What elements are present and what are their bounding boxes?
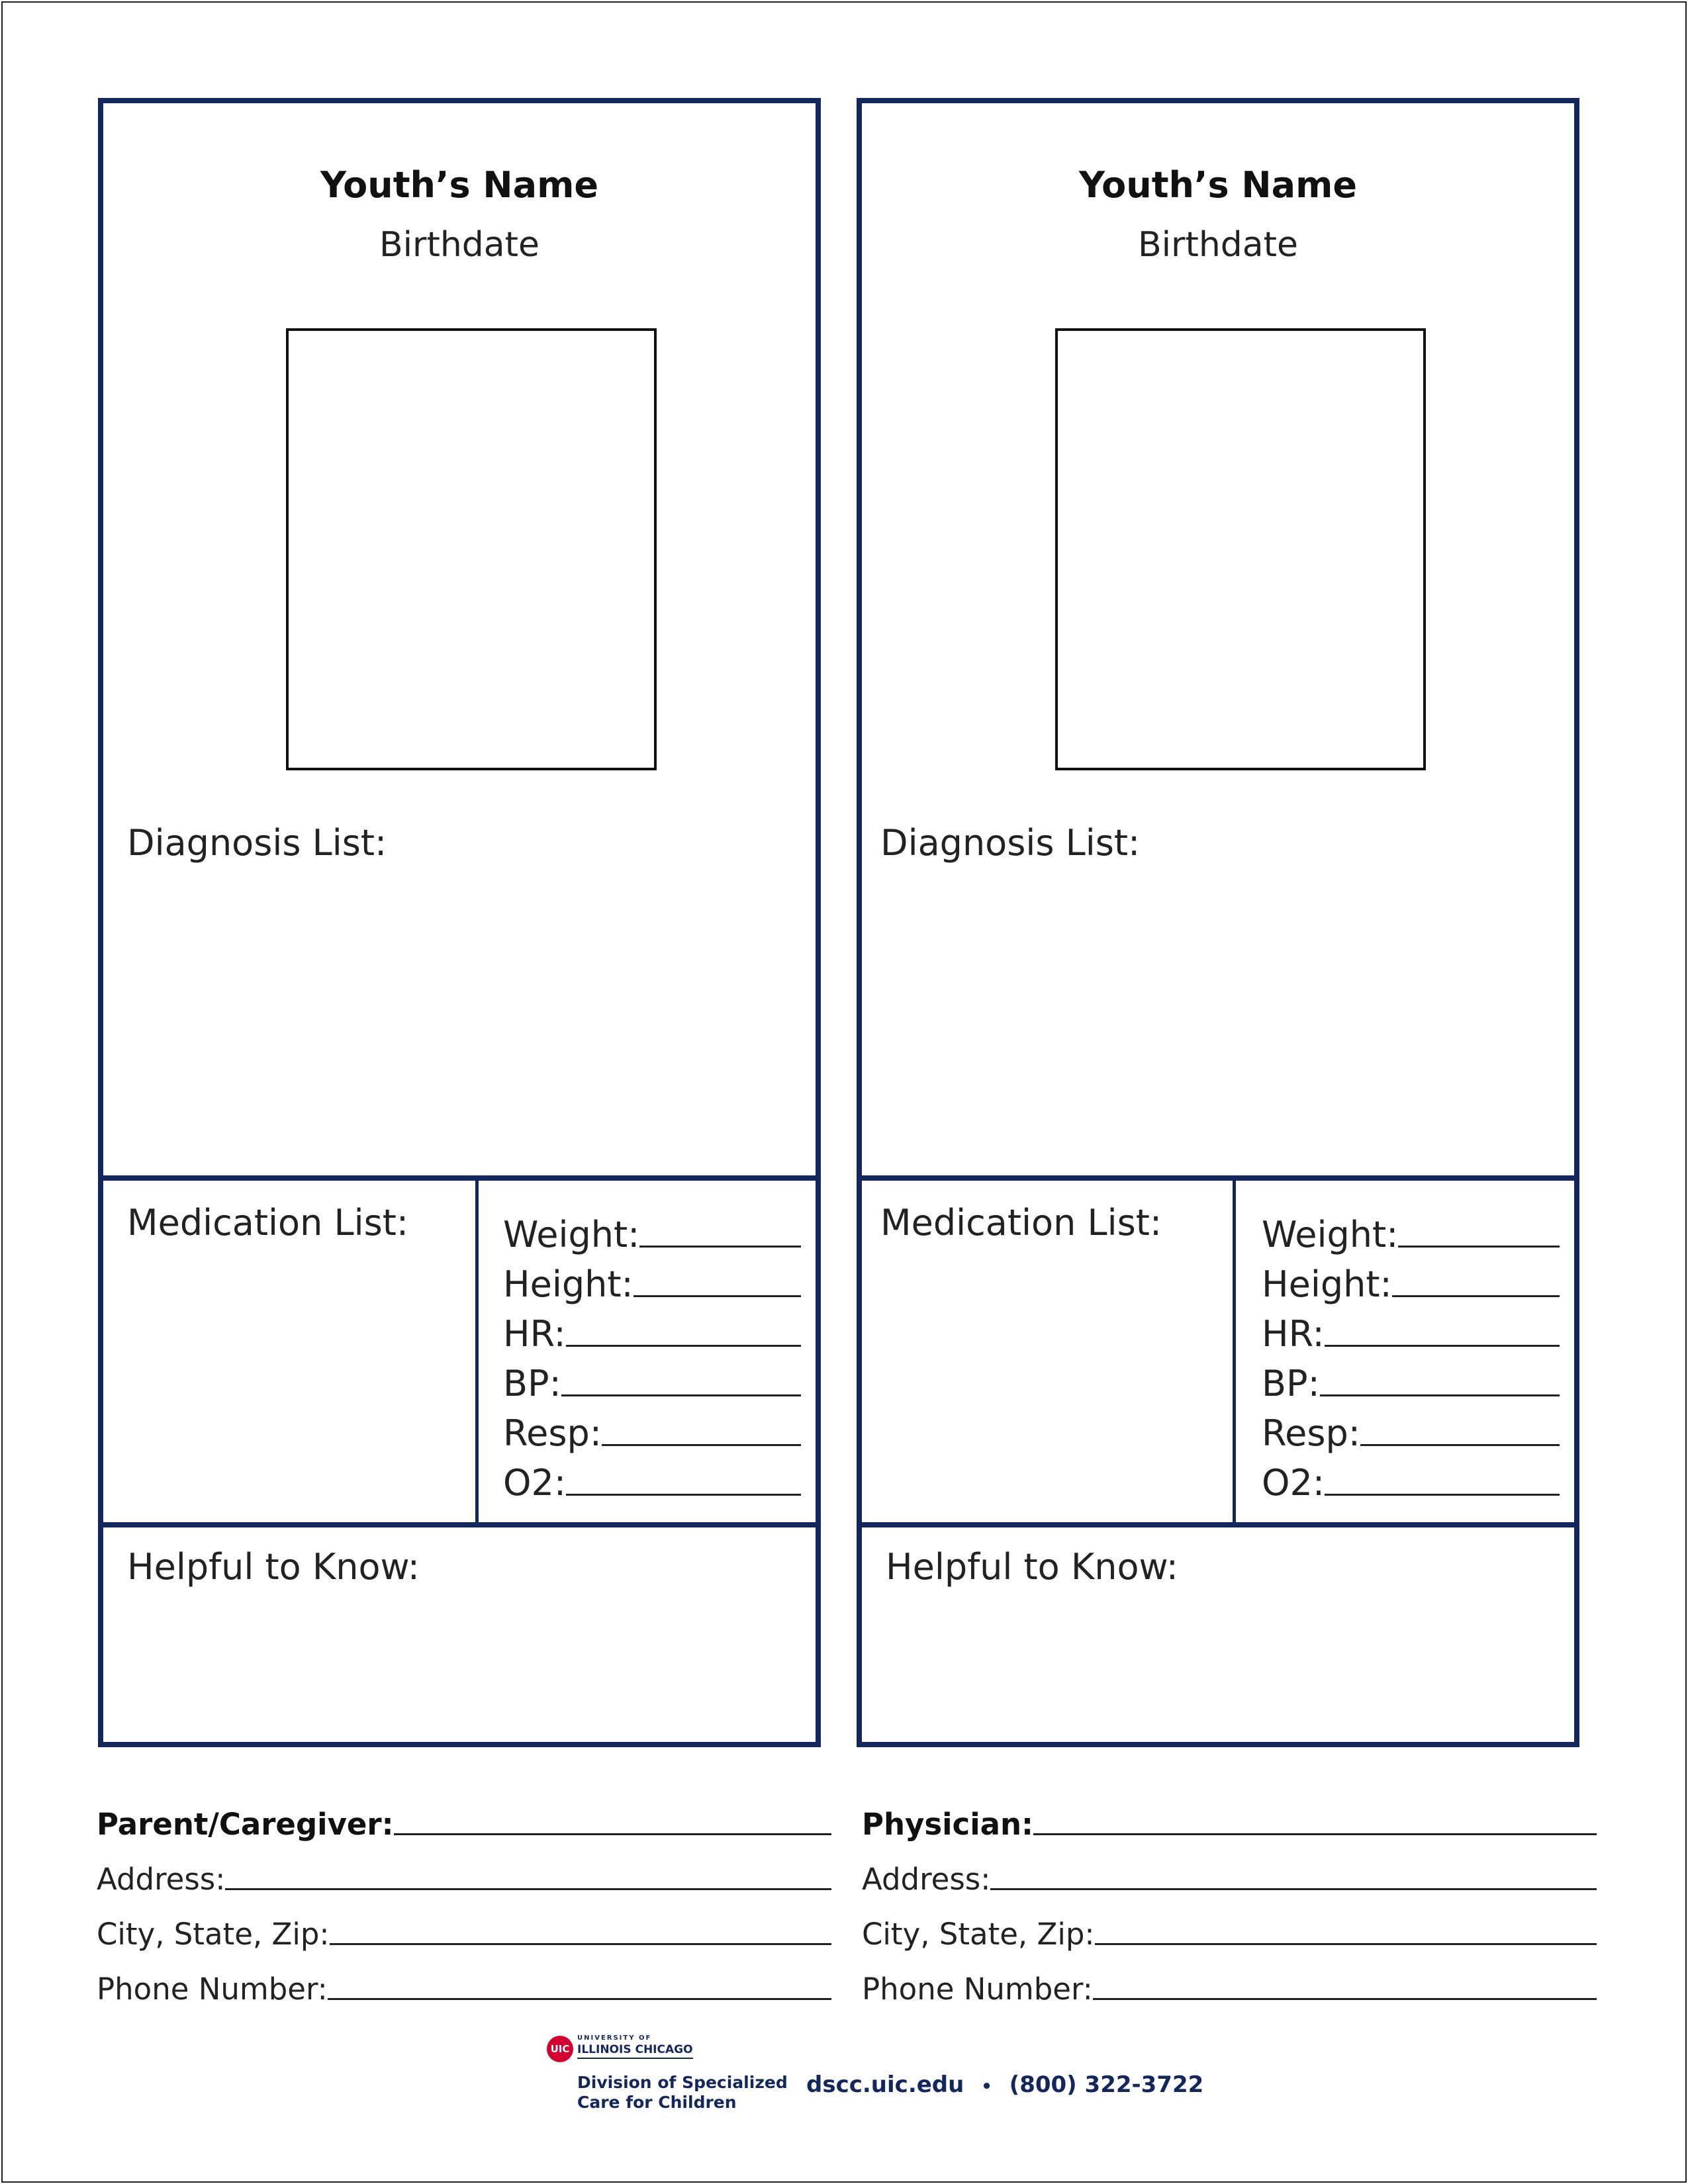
- vital-weight[interactable]: [503, 1206, 801, 1255]
- field-label: Address:: [862, 1862, 991, 1897]
- youth-name: Youth’s Name: [1079, 164, 1357, 206]
- city-state-zip-field[interactable]: [97, 1897, 831, 1952]
- field-label: Physician:: [862, 1807, 1034, 1842]
- fill-line: [1360, 1443, 1560, 1446]
- vital-label: Resp:: [503, 1412, 602, 1454]
- divider: [103, 1522, 816, 1527]
- divider: [1233, 1181, 1236, 1522]
- vitals-section: [1262, 1206, 1560, 1504]
- fill-line: [1095, 1942, 1597, 1945]
- divider: [475, 1181, 479, 1522]
- vital-o2[interactable]: [503, 1454, 801, 1504]
- vital-bp[interactable]: [1262, 1355, 1560, 1404]
- fill-line: [602, 1443, 801, 1446]
- vital-label: BP:: [1262, 1363, 1320, 1404]
- fill-line: [328, 1997, 831, 2000]
- vital-hr[interactable]: [1262, 1305, 1560, 1355]
- vital-label: O2:: [1262, 1462, 1325, 1504]
- fill-line: [639, 1245, 801, 1248]
- youth-card-right: [857, 98, 1579, 1747]
- fill-line: [566, 1344, 801, 1347]
- website-link[interactable]: dscc.uic.edu: [806, 2071, 964, 2098]
- fill-line: [330, 1942, 831, 1945]
- vital-hr[interactable]: [503, 1305, 801, 1355]
- field-label: City, State, Zip:: [862, 1917, 1095, 1952]
- fill-line: [633, 1295, 801, 1297]
- birthdate: Birthdate: [379, 225, 540, 265]
- fill-line: [1398, 1245, 1560, 1248]
- physician-field[interactable]: [862, 1787, 1597, 1842]
- fill-line: [225, 1888, 831, 1890]
- birthdate: Birthdate: [1137, 225, 1299, 265]
- medication-list-label: Medication List:: [880, 1202, 1162, 1244]
- divider: [862, 1175, 1574, 1181]
- vital-resp[interactable]: [503, 1404, 801, 1454]
- address-field[interactable]: [97, 1842, 831, 1897]
- youth-card-left: [98, 98, 821, 1747]
- uic-logo: [547, 2030, 788, 2112]
- vital-label: Weight:: [503, 1214, 640, 1255]
- phone-number-field[interactable]: [862, 1952, 1597, 2007]
- photo-box[interactable]: [1055, 328, 1426, 770]
- vital-bp[interactable]: [503, 1355, 801, 1404]
- vitals-section: [503, 1206, 801, 1504]
- fill-line: [1320, 1394, 1560, 1396]
- footer-contact: [806, 2071, 1203, 2098]
- vital-resp[interactable]: [1262, 1404, 1560, 1454]
- photo-box[interactable]: [286, 328, 657, 770]
- institution-name: ILLINOIS CHICAGO: [577, 2043, 693, 2059]
- divider: [103, 1175, 816, 1181]
- diagnosis-list-label: Diagnosis List:: [880, 822, 1141, 864]
- field-label: City, State, Zip:: [97, 1917, 330, 1952]
- parent-caregiver-section: [97, 1787, 831, 2007]
- fill-line: [1093, 1997, 1597, 2000]
- division-name: Division of Specialized Care for Children: [577, 2073, 788, 2112]
- city-state-zip-field[interactable]: [862, 1897, 1597, 1952]
- fill-line: [990, 1888, 1597, 1890]
- divider: [862, 1522, 1574, 1527]
- vital-o2[interactable]: [1262, 1454, 1560, 1504]
- parent-caregiver-field[interactable]: [97, 1787, 831, 1842]
- field-label: Address:: [97, 1862, 226, 1897]
- physician-section: [862, 1787, 1597, 2007]
- university-of-text: UNIVERSITY OF: [577, 2034, 652, 2042]
- field-label: Phone Number:: [97, 1972, 328, 2007]
- fill-line: [561, 1394, 801, 1396]
- youth-name: Youth’s Name: [320, 164, 598, 206]
- vital-label: Height:: [503, 1263, 633, 1305]
- fill-line: [1325, 1493, 1560, 1496]
- vital-height[interactable]: [503, 1255, 801, 1305]
- field-label: Phone Number:: [862, 1972, 1093, 2007]
- phone-number-field[interactable]: [97, 1952, 831, 2007]
- fill-line: [1325, 1344, 1560, 1347]
- vital-label: HR:: [1262, 1313, 1325, 1355]
- field-label: Parent/Caregiver:: [97, 1807, 394, 1842]
- fill-line: [394, 1833, 831, 1835]
- fill-line: [566, 1493, 801, 1496]
- vital-height[interactable]: [1262, 1255, 1560, 1305]
- bullet-separator: •: [981, 2077, 992, 2097]
- address-field[interactable]: [862, 1842, 1597, 1897]
- fill-line: [1033, 1833, 1597, 1835]
- phone-number: (800) 322-3722: [1009, 2071, 1204, 2098]
- uic-badge-icon: UIC: [547, 2036, 573, 2062]
- vital-label: Resp:: [1262, 1412, 1360, 1454]
- fill-line: [1392, 1295, 1560, 1297]
- helpful-to-know-label: Helpful to Know:: [127, 1546, 420, 1588]
- medication-list-label: Medication List:: [127, 1202, 409, 1244]
- diagnosis-list-label: Diagnosis List:: [127, 822, 387, 864]
- vital-weight[interactable]: [1262, 1206, 1560, 1255]
- vital-label: O2:: [503, 1462, 567, 1504]
- vital-label: Height:: [1262, 1263, 1392, 1305]
- helpful-to-know-label: Helpful to Know:: [886, 1546, 1178, 1588]
- vital-label: Weight:: [1262, 1214, 1399, 1255]
- vital-label: HR:: [503, 1313, 566, 1355]
- vital-label: BP:: [503, 1363, 561, 1404]
